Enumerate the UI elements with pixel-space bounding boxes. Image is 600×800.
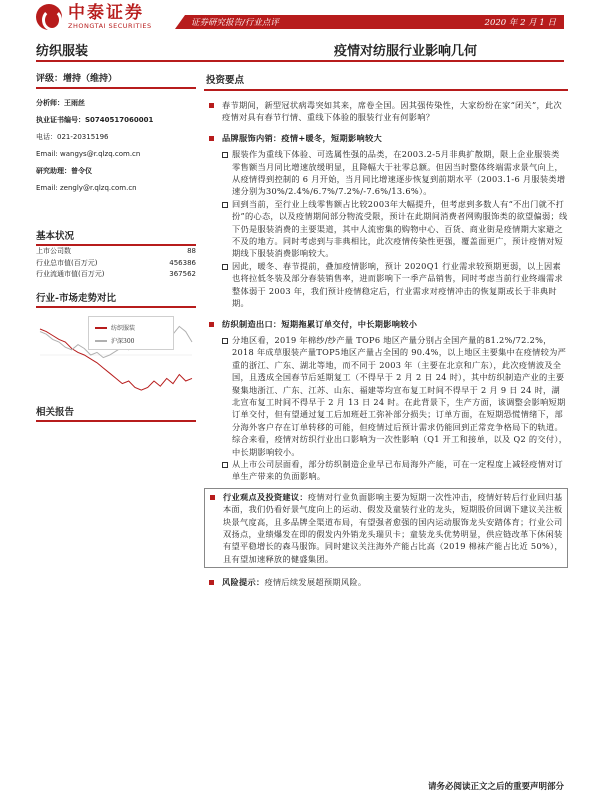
p2-item: 从上市公司层面看，部分纺织制造企业早已布局海外产能，可在一定程度上减轻疫情对订单生产带来的负面影响。 [204,458,568,483]
assistant-email[interactable]: Email: zengly@r.qlzq.com.cn [36,184,137,192]
sidebar [36,70,196,197]
legend-label-index: 沪深300 [111,338,135,345]
suggestion-text: 疫情对行业负面影响主要为短期一次性冲击，疫情好转后行业回归基本面，我们仍看好景气度向上的运动、假发及童装行业的龙头，短期股价回调下建议关注板块景气度高，且多品牌全渠道布局，有望强者愈强的国内运动服饰龙头安踏体育；行业公司双扬点，业绩爆发在即的假发内外销龙头瑞贝卡；童装龙头优势明显，供应链改革下休闲装有望平稳增长的森马服饰。同时建议关注海外产能占比高（2019 棉袜产能占比近 50%），且有望加速释放的健盛集团。 [223,491,563,564]
basics-label: 行业总市值(百万元) [36,258,98,267]
analyst-email[interactable]: Email: wangys@r.qlzq.com.cn [36,150,141,158]
industry-name: 纺织服装 [36,44,89,59]
p1-item: 服装作为重线下体验、可选属性强的品类，在2003.2-5月非典扩散期，限上企业服装类零售额当月同比增速放缓明显，且降幅大于社零总额。但因当时整体终端需求景气向上，从疫情得到控制的 6 月开始，当月同比增速逐步恢复到前期水平（2003.1-6 月服装类增速分别为30%/2.4%/6.7%/7.2%/-7.6%/13.6%）。 [204,148,568,198]
legend-label-industry: 纺织服装 [111,325,136,332]
suggestion-paragraph [205,491,567,565]
basics-label: 上市公司数 [36,247,71,255]
basics-label: 行业流通市值(百万元) [36,270,105,278]
main-content [204,70,568,589]
basics-value: 367562 [169,270,196,278]
header-bar [185,15,564,29]
analyst-info [36,95,196,197]
logo-cn: 中泰证券 [68,3,144,23]
logo-mark-icon [36,4,62,30]
assistant-name: 研究助理：曾令仪 [36,167,92,175]
rating: 评级：增持（维持） [36,70,196,89]
report-date: 2020 年 2 月 1 日 [484,18,556,28]
trend-title: 行业-市场走势对比 [36,290,196,308]
legend-swatch-industry [95,327,107,329]
basics-section [36,228,196,281]
related-title: 相关报告 [36,404,196,422]
trend-section [36,290,196,398]
section-title: 投资要点 [204,70,568,91]
analyst-cert: 执业证书编号：S0740517060001 [36,116,154,124]
risk-label: 风险提示： [222,577,265,588]
risk-text: 疫情后续发展超预期风险。 [264,577,367,588]
intro-paragraph: 春节期间，新型冠状病毒突如其来，席卷全国。因其强传染性，大家纷纷在家“闭关”，此次疫情对具有春节行情、重线下体验的服装行业有何影响？ [204,99,568,124]
p1-item: 回到当前，至行业上线零售额占比较2003年大幅提升，但考虑到多数人有“不出门就不打扮”的心态，以及疫情期间部分物流受限，预计在此期间消费者网购服饰类的欲望偏弱；线下仍是服装消费的主要渠道，其中人流密集的购物中心、百货、商业街是疫情期大家避之不及的地方。同时考虑到与非典相比，此次疫情传染性更强，覆盖面更广，预计疫情对短期线下服装消费影响较大。 [204,198,568,260]
company-logo [36,4,152,30]
suggestion-label: 行业观点及投资建议： [223,491,308,502]
report-category: 证券研究报告/行业点评 [191,18,279,28]
p1-item: 因此，暖冬、春节提前，叠加疫情影响，预计 2020Q1 行业需求较预期更弱，以上因素也将拉低冬装及部分春装销售率，进而影响下一季产品销售，同时考虑当前行业终端需求整体弱于 2003 年，我们预计疫情稳定后，行业需求对疫情冲击的恢复期或长于非典时期。 [204,260,568,310]
suggestion-box [204,488,568,568]
footer-disclaimer: 请务必阅读正文之后的重要声明部分 [427,782,564,792]
analyst-name: 分析师：王雨丝 [36,99,85,107]
trend-chart [36,312,196,398]
logo-en: ZHONGTAI SECURITIES [68,22,152,30]
title-divider [36,60,564,62]
legend-swatch-index [95,340,107,342]
basics-row [36,258,196,270]
p1-heading: 品牌服饰内销：疫情+暖冬，短期影响较大 [204,132,568,144]
p2-item: 分地区看，2019 年棉纱/纱产量 TOP6 地区产量分别占全国产量的81.2%/72.2%，2018 年成草服装产量TOP5地区产量占全国的 90.4%，以上地区主要集中在疫情较为严重的浙江、广东、湖北等地，而不同于 2003 年（主要在北京和广东），此次疫情波及全国，且透成全国春节后延期复工（不得早于 2 月 2 日 24 时），其中纺织制造产业的主要聚集地浙江、广东、江苏、山东、福建等均宣布复工时间不得早于 2 月 9 日 24 时，湖北宣布复工时间不得早于 2 月 13 日 24 时。在此背景下，生产方面，该调整会影响短期订单交付，但有望通过复工后加班赶工弥补部分损失；订单方面，在短期恐慌情绪下，部分海外客户存在订单转移的可能，但疫情过后预计需求仍能回到正常竞争格局下的轨道。综合来看，疫情对纺织行业出口影响为一次性影响（Q1 开工和接单，以及 Q2 的交付），中长期影响较小。 [204,334,568,458]
report-title: 疫情对纺服行业影响几何 [334,44,478,59]
basics-title: 基本状况 [36,228,196,246]
basics-value: 456386 [169,258,196,267]
basics-value: 88 [187,247,196,255]
p2-heading: 纺织制造出口：短期拖累订单交付，中长期影响较小 [204,318,568,330]
risk-paragraph [204,576,568,588]
related-section [36,404,196,422]
chart-legend [88,316,174,350]
analyst-phone: 电话：021-20315196 [36,133,109,141]
basics-row [36,246,196,258]
basics-row [36,269,196,281]
